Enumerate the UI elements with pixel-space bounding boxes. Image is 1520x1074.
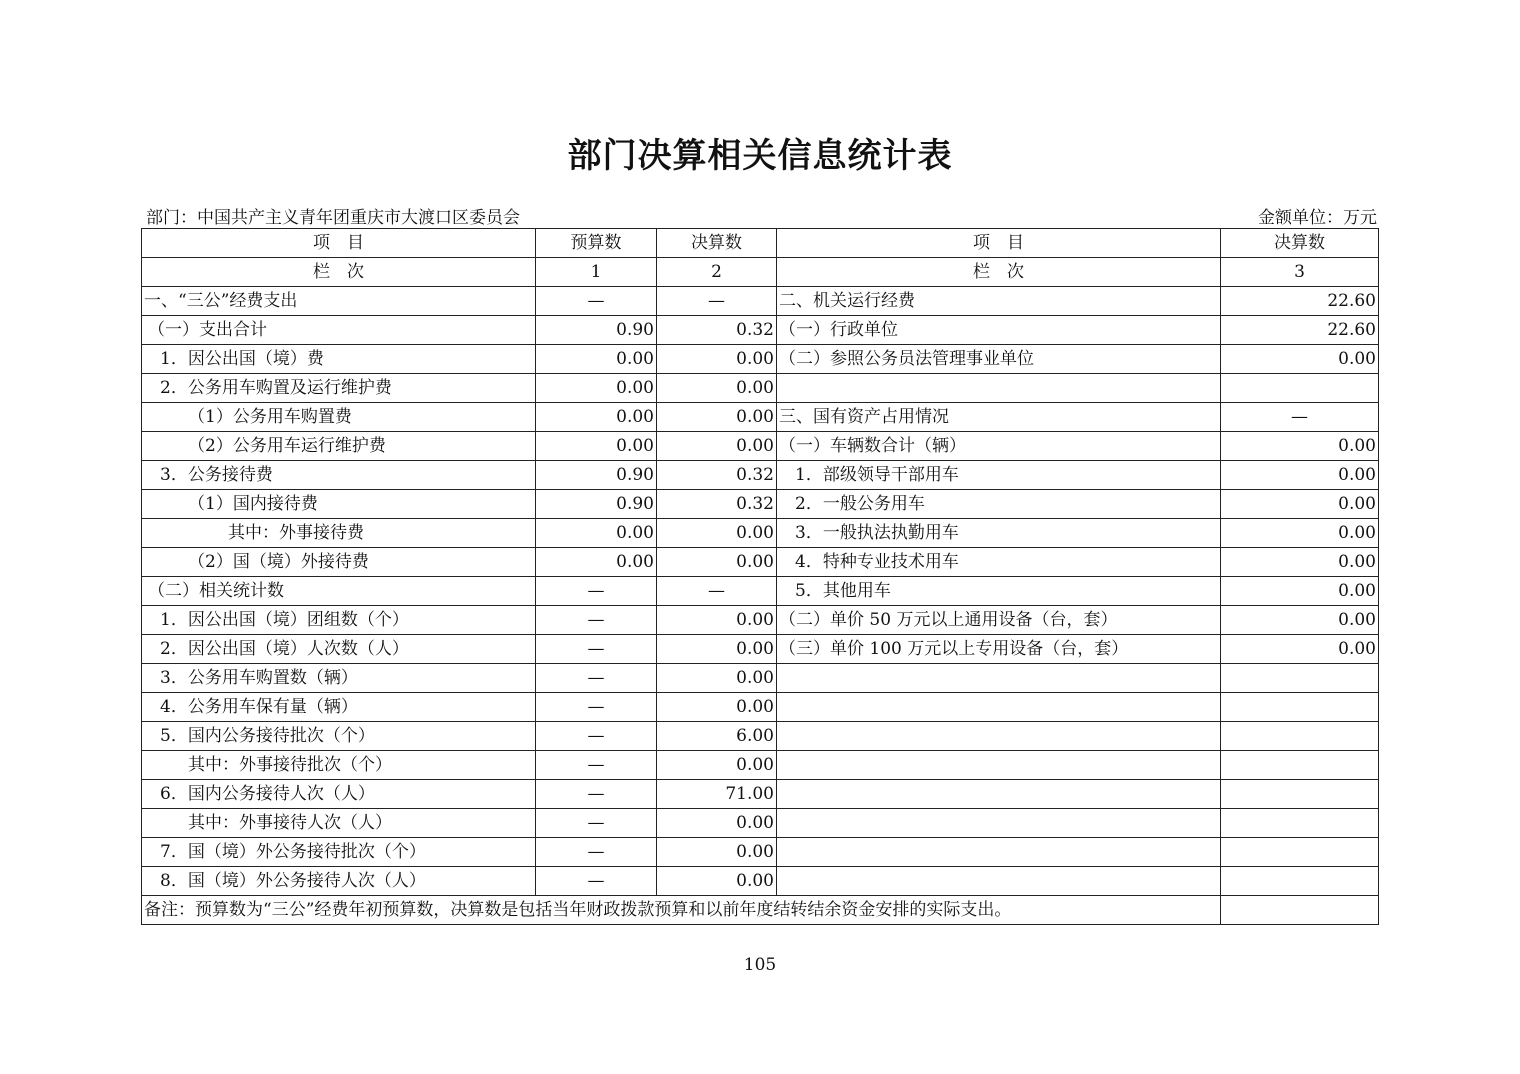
row-right-value: — [1221,403,1379,432]
table-row [142,287,1379,316]
row-label: （2）国（境）外接待费 [142,548,536,577]
table-row [142,519,1379,548]
row-actual: 0.32 [657,316,777,345]
row-label: 其中：外事接待批次（个） [142,751,536,780]
row-right-label: 二、机关运行经费 [777,287,1221,316]
row-label: 2．公务用车购置及运行维护费 [142,374,536,403]
row-right-value: 0.00 [1221,519,1379,548]
column-number-3: 3 [1221,258,1379,287]
row-right-value: 22.60 [1221,287,1379,316]
amount-unit-label: 金额单位：万元 [1258,208,1377,228]
row-right-label [777,722,1221,751]
row-label: 2．因公出国（境）人次数（人） [142,635,536,664]
row-budget: — [536,838,657,867]
header-actual: 决算数 [657,229,777,258]
row-budget: 0.00 [536,548,657,577]
row-budget: — [536,693,657,722]
column-label: 栏 次 [142,258,536,287]
row-right-value [1221,693,1379,722]
row-actual: 0.00 [657,519,777,548]
row-right-value [1221,664,1379,693]
row-label: 其中：外事接待人次（人） [142,809,536,838]
row-actual: 0.00 [657,867,777,896]
row-budget: 0.90 [536,316,657,345]
note-empty-cell [1221,896,1379,925]
row-budget: — [536,577,657,606]
row-right-label: （二）参照公务员法管理事业单位 [777,345,1221,374]
row-right-label [777,780,1221,809]
header-item: 项 目 [142,229,536,258]
row-actual: 0.00 [657,432,777,461]
table-row [142,751,1379,780]
header-item-right: 项 目 [777,229,1221,258]
row-right-label: 4．特种专业技术用车 [777,548,1221,577]
row-label: 3．公务接待费 [142,461,536,490]
row-label: 6．国内公务接待人次（人） [142,780,536,809]
row-label: 4．公务用车保有量（辆） [142,693,536,722]
row-actual: — [657,287,777,316]
table-row [142,867,1379,896]
row-right-label [777,751,1221,780]
row-right-value [1221,838,1379,867]
column-number-1: 1 [536,258,657,287]
table-note: 备注：预算数为“三公”经费年初预算数，决算数是包括当年财政拨款预算和以前年度结转结余资金安排的实际支出。 [142,896,1221,925]
row-budget: — [536,664,657,693]
row-right-label: （一）行政单位 [777,316,1221,345]
row-right-label: 三、国有资产占用情况 [777,403,1221,432]
column-number-row [142,258,1379,287]
row-label: 8．国（境）外公务接待人次（人） [142,867,536,896]
row-actual: 0.00 [657,809,777,838]
row-right-value: 0.00 [1221,461,1379,490]
row-actual: 0.00 [657,548,777,577]
row-right-label [777,867,1221,896]
row-right-value: 0.00 [1221,548,1379,577]
row-actual: — [657,577,777,606]
row-right-label: 1．部级领导干部用车 [777,461,1221,490]
row-right-value [1221,809,1379,838]
table-row [142,432,1379,461]
row-actual: 71.00 [657,780,777,809]
row-right-label [777,374,1221,403]
row-right-value [1221,780,1379,809]
page-number: 105 [743,955,777,975]
table-row [142,780,1379,809]
row-actual: 0.00 [657,635,777,664]
row-budget: — [536,606,657,635]
row-actual: 0.00 [657,838,777,867]
row-right-label [777,664,1221,693]
table-row [142,316,1379,345]
department-label: 部门：中国共产主义青年团重庆市大渡口区委员会 [146,208,520,228]
row-actual: 0.00 [657,606,777,635]
row-right-value: 0.00 [1221,345,1379,374]
column-label-right: 栏 次 [777,258,1221,287]
row-budget: — [536,722,657,751]
row-right-value: 0.00 [1221,606,1379,635]
row-budget: — [536,780,657,809]
row-budget: — [536,751,657,780]
row-budget: — [536,635,657,664]
row-right-value: 22.60 [1221,316,1379,345]
row-actual: 0.32 [657,461,777,490]
row-label: 1．因公出国（境）费 [142,345,536,374]
row-right-label: 5．其他用车 [777,577,1221,606]
header-actual-right: 决算数 [1221,229,1379,258]
table-row [142,577,1379,606]
statistics-table [141,228,1379,925]
row-actual: 0.00 [657,374,777,403]
row-right-label [777,809,1221,838]
table-row [142,461,1379,490]
row-right-value: 0.00 [1221,490,1379,519]
row-label: 1．因公出国（境）团组数（个） [142,606,536,635]
row-right-value [1221,867,1379,896]
row-actual: 0.00 [657,345,777,374]
row-actual: 0.00 [657,693,777,722]
table-row [142,490,1379,519]
row-right-value [1221,374,1379,403]
table-row [142,693,1379,722]
row-label: （1）公务用车购置费 [142,403,536,432]
column-number-2: 2 [657,258,777,287]
header-budget: 预算数 [536,229,657,258]
row-label: 其中：外事接待费 [142,519,536,548]
row-budget: 0.90 [536,490,657,519]
row-budget: 0.00 [536,374,657,403]
table-row [142,345,1379,374]
row-budget: 0.90 [536,461,657,490]
note-row [142,896,1379,925]
row-right-label [777,838,1221,867]
row-label: 一、“三公”经费支出 [142,287,536,316]
row-right-value: 0.00 [1221,432,1379,461]
row-budget: 0.00 [536,345,657,374]
row-actual: 0.00 [657,751,777,780]
row-right-label: 3．一般执法执勤用车 [777,519,1221,548]
row-actual: 0.32 [657,490,777,519]
table-row [142,548,1379,577]
table-row [142,838,1379,867]
row-right-label: （二）单价 50 万元以上通用设备（台，套） [777,606,1221,635]
row-actual: 0.00 [657,403,777,432]
table-row [142,606,1379,635]
row-right-label: （三）单价 100 万元以上专用设备（台，套） [777,635,1221,664]
row-label: 5．国内公务接待批次（个） [142,722,536,751]
table-row [142,722,1379,751]
row-right-label: 2．一般公务用车 [777,490,1221,519]
row-actual: 0.00 [657,664,777,693]
table-header-row [142,229,1379,258]
row-budget: 0.00 [536,519,657,548]
row-label: （2）公务用车运行维护费 [142,432,536,461]
row-budget: — [536,867,657,896]
row-right-value: 0.00 [1221,635,1379,664]
row-label: （1）国内接待费 [142,490,536,519]
row-actual: 6.00 [657,722,777,751]
row-right-value: 0.00 [1221,577,1379,606]
row-budget: 0.00 [536,403,657,432]
table-row [142,403,1379,432]
row-label: （二）相关统计数 [142,577,536,606]
table-row [142,635,1379,664]
row-right-label [777,693,1221,722]
row-budget: — [536,287,657,316]
page-title: 部门决算相关信息统计表 [567,136,953,176]
row-right-value [1221,722,1379,751]
row-budget: 0.00 [536,432,657,461]
row-budget: — [536,809,657,838]
row-right-label: （一）车辆数合计（辆） [777,432,1221,461]
row-right-value [1221,751,1379,780]
row-label: 7．国（境）外公务接待批次（个） [142,838,536,867]
table-row [142,374,1379,403]
table-row [142,664,1379,693]
row-label: 3．公务用车购置数（辆） [142,664,536,693]
table-row [142,809,1379,838]
row-label: （一）支出合计 [142,316,536,345]
